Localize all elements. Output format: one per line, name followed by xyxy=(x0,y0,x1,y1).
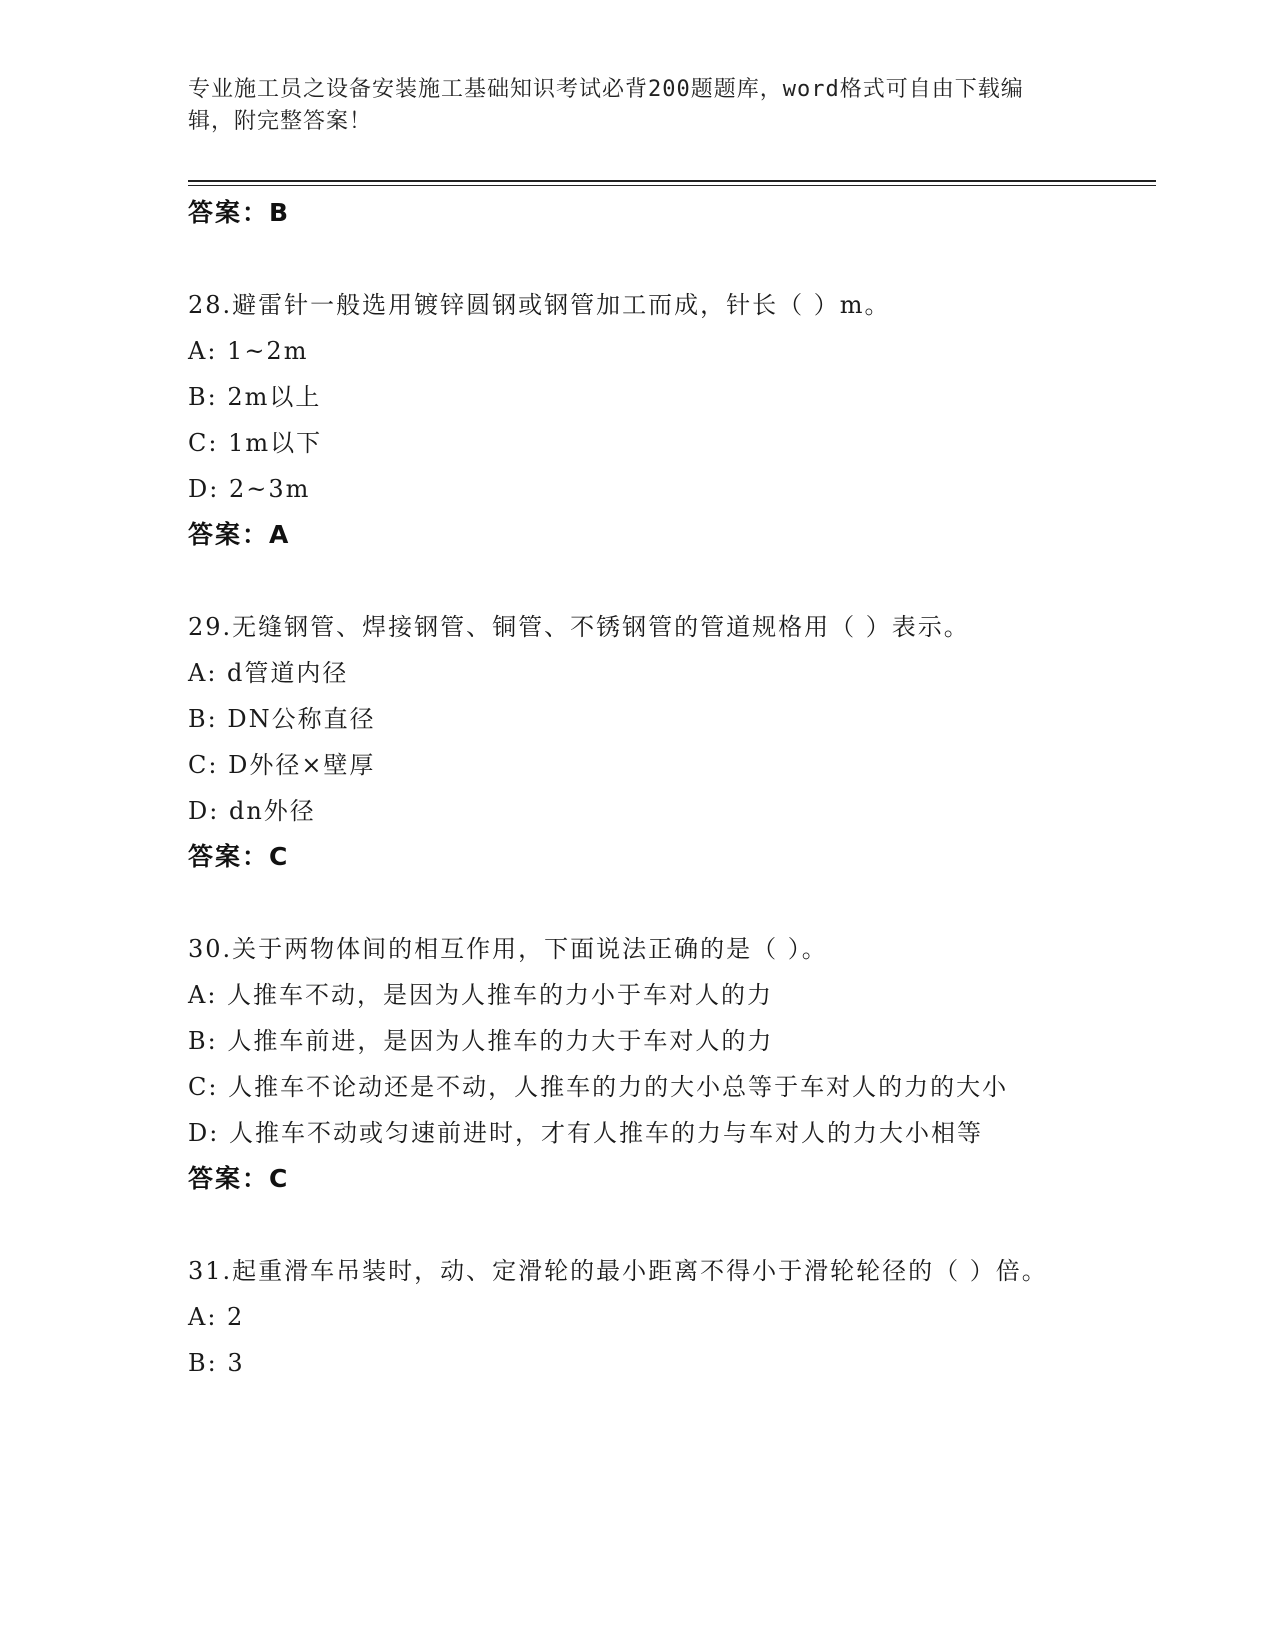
document-body xyxy=(188,190,1088,1386)
option-d: D: 2~3m xyxy=(188,475,311,503)
question-stem: 28.避雷针一般选用镀锌圆钢或钢管加工而成，针长（ ）m。 xyxy=(188,291,891,319)
option-c: C: D外径×壁厚 xyxy=(188,751,376,779)
option-a: A: 人推车不动，是因为人推车的力小于车对人的力 xyxy=(188,981,774,1009)
answer: 答案：C xyxy=(188,1164,290,1193)
answer: 答案：C xyxy=(188,842,290,871)
option-c: C: 1m以下 xyxy=(188,429,323,457)
header-rule-thin xyxy=(188,185,1156,186)
question-30 xyxy=(188,926,1088,1202)
question-stem: 31.起重滑车吊装时，动、定滑轮的最小距离不得小于滑轮轮径的（ ）倍。 xyxy=(188,1257,1048,1285)
question-stem: 29.无缝钢管、焊接钢管、铜管、不锈钢管的管道规格用（ ）表示。 xyxy=(188,613,970,641)
question-stem: 30.关于两物体间的相互作用，下面说法正确的是（ ）。 xyxy=(188,935,828,963)
previous-answer: 答案：B xyxy=(188,198,291,227)
question-28 xyxy=(188,282,1088,558)
answer: 答案：A xyxy=(188,520,291,549)
option-d: D: dn外径 xyxy=(188,797,316,825)
header-text: 专业施工员之设备安装施工基础知识考试必背200题题库，word格式可自由下载编辑，附完整答案！ xyxy=(188,77,1024,134)
question-29 xyxy=(188,604,1088,880)
option-a: A: 2 xyxy=(188,1303,245,1331)
question-31 xyxy=(188,1248,1088,1386)
option-b: B: 人推车前进，是因为人推车的力大于车对人的力 xyxy=(188,1027,774,1055)
header-rule-thick xyxy=(188,180,1156,182)
option-d: D: 人推车不动或匀速前进时，才有人推车的力与车对人的力大小相等 xyxy=(188,1119,983,1147)
option-b: B: 3 xyxy=(188,1349,245,1377)
option-b: B: 2m以上 xyxy=(188,383,322,411)
document-header xyxy=(188,74,1068,138)
option-a: A: 1~2m xyxy=(188,337,309,365)
option-b: B: DN公称直径 xyxy=(188,705,376,733)
option-c: C: 人推车不论动还是不动，人推车的力的大小总等于车对人的力的大小 xyxy=(188,1073,1009,1101)
option-a: A: d管道内径 xyxy=(188,659,349,687)
